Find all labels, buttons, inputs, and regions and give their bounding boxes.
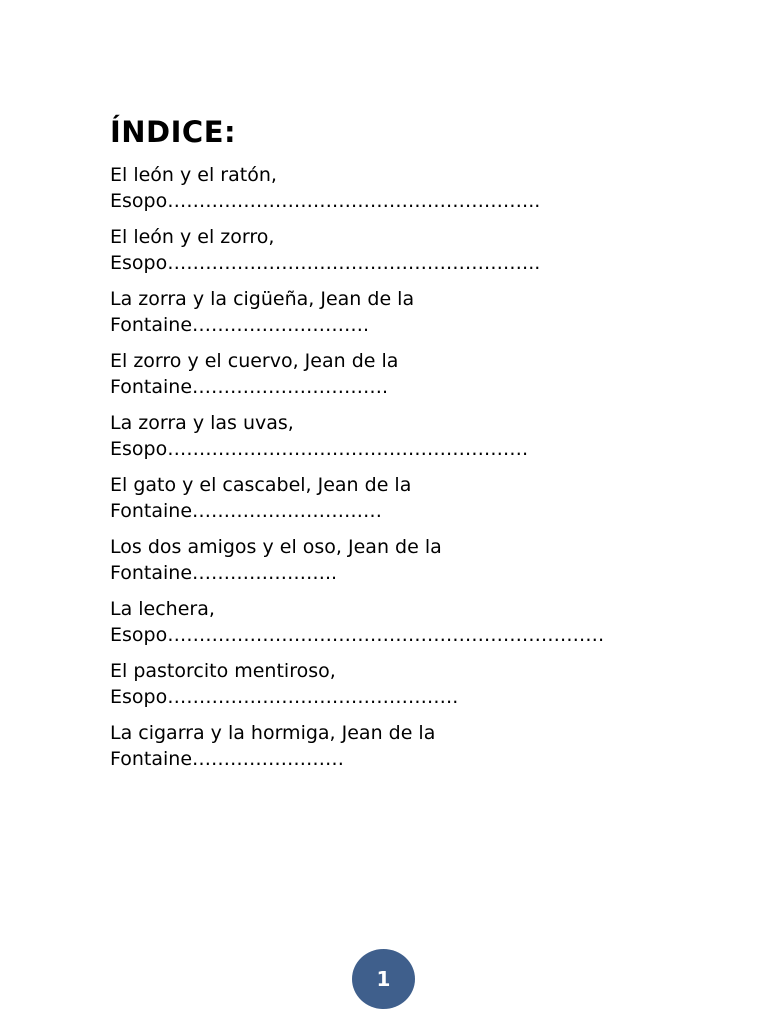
- toc-entry-title: El león y el ratón,: [110, 164, 277, 186]
- toc-entry-title: La cigarra y la hormiga, Jean de la: [110, 722, 436, 744]
- toc-entry-author: Esopo……………………………………….: [110, 686, 459, 708]
- toc-entry-title: Los dos amigos y el oso, Jean de la: [110, 536, 442, 558]
- toc-entry: [110, 596, 670, 648]
- toc-entry: [110, 658, 670, 710]
- toc-entry-title: La lechera,: [110, 598, 215, 620]
- toc-entry-author: Esopo…………………………………………………: [110, 438, 529, 460]
- index-title: ÍNDICE:: [110, 115, 237, 149]
- toc-entry-author: Fontaine……………………….: [110, 314, 370, 336]
- toc-entry: [110, 410, 670, 462]
- table-of-contents: [110, 162, 670, 782]
- toc-entry-title: El león y el zorro,: [110, 226, 275, 248]
- toc-entry-author: Fontaine…………………..: [110, 562, 338, 584]
- toc-entry: [110, 534, 670, 586]
- toc-entry: [110, 224, 670, 276]
- toc-entry-author: Fontaine……………………: [110, 748, 345, 770]
- toc-entry: [110, 720, 670, 772]
- toc-entry-author: Fontaine………………………….: [110, 376, 389, 398]
- toc-entry-author: Esopo…………………………………………………..: [110, 190, 541, 212]
- toc-entry-title: El gato y el cascabel, Jean de la: [110, 474, 412, 496]
- toc-entry-author: Esopo…………………………………………………..: [110, 252, 541, 274]
- toc-entry: [110, 286, 670, 338]
- toc-entry-title: La zorra y las uvas,: [110, 412, 294, 434]
- toc-entry-title: El zorro y el cuervo, Jean de la: [110, 350, 399, 372]
- toc-entry-title: El pastorcito mentiroso,: [110, 660, 336, 682]
- toc-entry: [110, 348, 670, 400]
- toc-entry-title: La zorra y la cigüeña, Jean de la: [110, 288, 415, 310]
- toc-entry-author: Esopo……………………………………………………………: [110, 624, 605, 646]
- toc-entry: [110, 472, 670, 524]
- page-number-badge: 1: [352, 949, 415, 1009]
- toc-entry: [110, 162, 670, 214]
- toc-entry-author: Fontaine…………………………: [110, 500, 383, 522]
